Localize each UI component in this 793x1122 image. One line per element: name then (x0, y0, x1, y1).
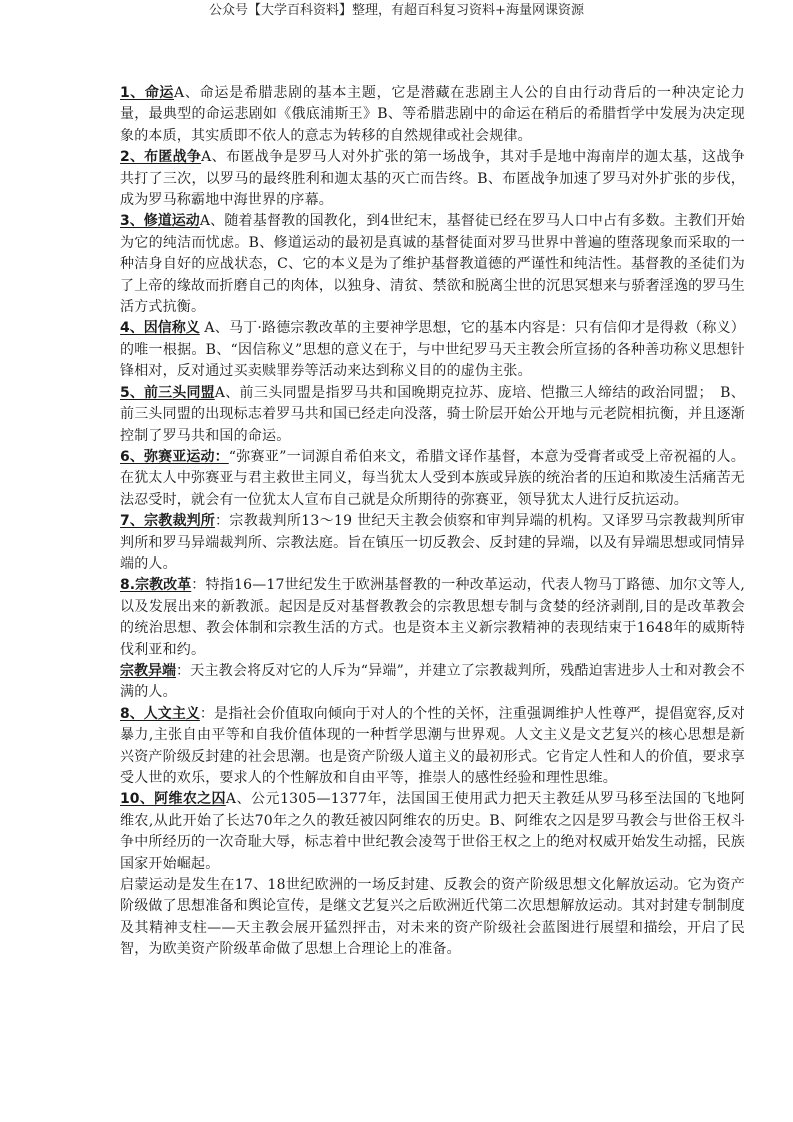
definition-reformation: ：特指16—17世纪发生于欧洲基督教的一种改革运动，代表人物马丁路德、加尔文等人,以及发展出来的新教派。起因是反对基督教教会的宗教思想专制与贪婪的经济剥削,目的是改革教会的统治思想、教会体制和宗教生活的方式。也是资本主义新宗教精神的表现结束于1648年的威斯特伐利亚和约。 (120, 577, 745, 658)
entry-heresy (120, 661, 745, 704)
entry-fate (120, 83, 745, 147)
term-inquisition: 7、宗教裁判所 (120, 513, 215, 530)
term-monastic-movement: 3、修道运动 (120, 213, 200, 230)
entry-first-triumvirate (120, 383, 745, 447)
term-punic-wars: 2、布匿战争 (120, 149, 202, 166)
term-fate: 1、命运 (120, 85, 174, 101)
term-first-triumvirate: 5、前三头同盟 (120, 384, 215, 401)
term-avignon-papacy: 10、阿维农之囚 (120, 791, 226, 808)
definition-avignon-papacy: A、公元1305—1377年，法国国王使用武力把天主教廷从罗马移至法国的飞地阿维农,从此开始了长达70年之久的教廷被囚阿维农的历史。B、阿维农之囚是罗马教会与世俗王权斗争中所经历的一次奇耻大辱，标志着中世纪教会凌驾于世俗王权之上的绝对权威开始发生动摇，民族国家开始崛起。 (120, 791, 746, 872)
definition-first-triumvirate: A、前三头同盟是指罗马共和国晚期克拉苏、庞培、恺撒三人缔结的政治同盟； B、前三头同盟的出现标志着罗马共和国已经走向没落，骑士阶层开始公开地与元老院相抗衡，并且逐渐控制了罗马共和国的命运。 (120, 384, 746, 444)
definition-heresy: ：天主教会将反对它的人斥为“异端”，并建立了宗教裁判所，残酷迫害进步人士和对教会不满的人。 (120, 662, 745, 701)
entry-avignon-papacy (120, 789, 745, 875)
entry-monastic-movement (120, 211, 745, 318)
definition-inquisition: ：宗教裁判所13～19 世纪天主教会侦察和审判异端的机构。又译罗马宗教裁判所审判所和罗马异端裁判所、宗教法庭。旨在镇压一切反教会、反封建的异端，以及有异端思想或同情异端的人。 (120, 513, 745, 572)
term-justification-by-faith: 4、因信称义 (120, 320, 200, 337)
entry-reformation (120, 575, 745, 661)
definition-monastic-movement: A、随着基督教的国教化，到4世纪末，基督徒已经在罗马人口中占有多数。主教们开始为它的纯洁而忧虑。B、修道运动的最初是真诚的基督徒面对罗马世界中普遍的堕落现象而采取的一种洁身自好的应战状态，C、它的本义是为了维护基督教道德的严谨性和纯洁性。基督教的圣徒们为了上帝的缘故而折磨自己的肉体，以独身、清贫、禁欲和脱离尘世的沉思冥想来与骄奢淫逸的罗马生活方式抗衡。 (120, 213, 745, 316)
entry-enlightenment (120, 875, 745, 961)
entry-punic-wars (120, 147, 745, 211)
definition-enlightenment: 启蒙运动是发生在17、18世纪欧洲的一场反封建、反教会的资产阶级思想文化解放运动。它为资产阶级做了思想准备和舆论宣传，是继文艺复兴之后欧洲近代第二次思想解放运动。其对封建专制制度及其精神支柱——天主教会展开猛烈抨击，对未来的资产阶级社会蓝图进行展望和描绘，开启了民智，为欧美资产阶级革命做了思想上合理论上的准备。 (120, 877, 745, 958)
term-heresy: 宗教异端 (120, 662, 177, 679)
entry-justification-by-faith (120, 318, 745, 382)
definition-punic-wars: A、布匿战争是罗马人对外扩张的第一场战争，其对手是地中海南岸的迦太基，这战争共打了三次，以罗马的最终胜利和迦太基的灭亡而告终。B、布匿战争加速了罗马对外扩张的步伐，成为罗马称霸地中海世界的序幕。 (120, 149, 745, 209)
entry-inquisition (120, 511, 745, 575)
page-header: 公众号【大学百科资料】整理，有超百科复习资料+海量网课资源 (209, 3, 584, 18)
term-messiah-movement: 6、弥赛亚运动： (120, 448, 229, 465)
definition-fate: A、命运是希腊悲剧的基本主题，它是潜藏在悲剧主人公的自由行动背后的一种决定论力量，最典型的命运悲剧如《俄底浦斯王》B、等希腊悲剧中的命运在稍后的希腊哲学中发展为决定现象的本质，其实质即不依人的意志为转移的自然规律或社会规律。 (120, 85, 745, 144)
definition-justification-by-faith: A、马丁·路德宗教改革的主要神学思想，它的基本内容是：只有信仰才是得救（称义）的唯一根据。B、“因信称义”思想的意义在于，与中世纪罗马天主教会所宣扬的各种善功称义思想针锋相对，反对通过买卖赎罪券等活动来达到称义目的的虚伪主张。 (120, 320, 745, 380)
entry-messiah-movement (120, 447, 745, 511)
document-body (120, 83, 745, 961)
definition-messiah-movement: “弥赛亚”一词源自希伯来文，希腊文译作基督，本意为受膏者或受上帝祝福的人。在犹太人中弥赛亚与君主救世主同义，每当犹太人受到本族或异族的统治者的压迫和欺凌生活痛苦无法忍受时，就会有一位犹太人宣布自己就是众所期待的弥赛亚，领导犹太人进行反抗运动。 (120, 448, 745, 508)
entry-humanism (120, 704, 745, 790)
definition-humanism: ：是指社会价值取向倾向于对人的个性的关怀，注重强调维护人性尊严，提倡宽容,反对暴力,主张自由平等和自我价值体现的一种哲学思潮与世界观。人文主义是文艺复兴的核心思想是新兴资产阶级反封建的社会思潮。也是资产阶级人道主义的最初形式。它肯定人性和人的价值，要求享受人世的欢乐，要求人的个性解放和自由平等，推崇人的感性经验和理性思维。 (120, 705, 746, 786)
term-reformation: 8.宗教改革 (120, 577, 192, 594)
term-humanism: 8、人文主义 (120, 705, 200, 722)
